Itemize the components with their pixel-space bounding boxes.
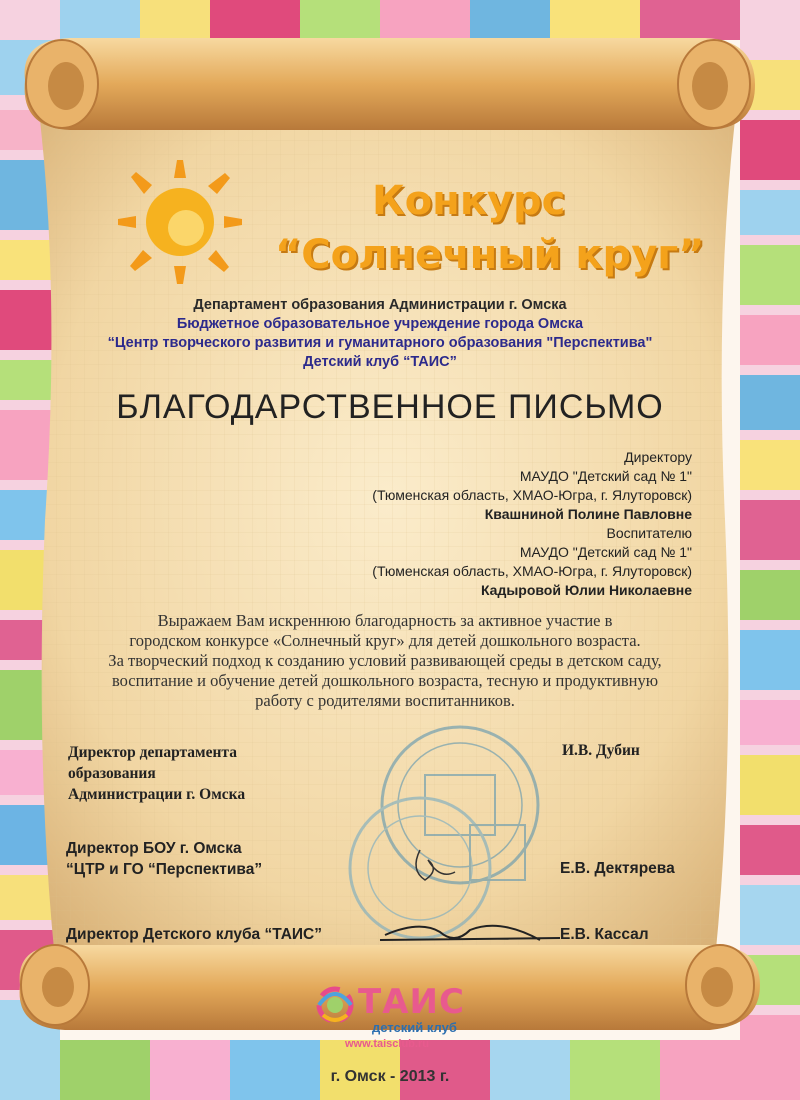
addressee-block-2	[172, 524, 692, 600]
letter-body	[60, 611, 710, 711]
body-line: городском конкурсе «Солнечный круг» для детей дошкольного возраста.	[129, 631, 641, 650]
signatory-3-title: Директор Детского клуба “ТАИС”	[66, 926, 322, 943]
signatory-1-name: И.В. Дубин	[562, 742, 640, 759]
signatory-title-line: “ЦТР и ГО “Перспектива”	[66, 861, 263, 878]
signatory-3-name: Е.В. Кассал	[560, 926, 649, 943]
addressee-region: (Тюменская область, ХМАО-Югра, г. Ялуторовск)	[372, 563, 692, 579]
signatory-title-line: Директор департамента	[68, 744, 237, 761]
header-center: “Центр творческого развития и гуманитарного образования "Перспектива"	[107, 335, 653, 351]
body-line: Выражаем Вам искреннюю благодарность за активное участие в	[157, 611, 613, 630]
signatory-1-title	[68, 742, 245, 805]
footer-city-year: г. Омск - 2013 г.	[330, 1068, 450, 1085]
addressee-block-1	[172, 448, 692, 524]
contest-title-line2: “Солнечный круг”	[275, 232, 705, 278]
addressee-org: МАУДО "Детский сад № 1"	[519, 468, 692, 484]
signatory-2-name: Е.В. Дектярева	[560, 860, 675, 877]
stripe-frame-top	[60, 0, 740, 40]
body-line: За творческий подход к созданию условий развивающей среды в детском саду,	[108, 651, 662, 670]
signatory-2-title	[66, 838, 262, 880]
addressee-role: Директору	[624, 449, 692, 465]
stripe-frame-right	[740, 0, 800, 1100]
signatory-title-line: образования	[68, 765, 156, 782]
header-club: Детский клуб “ТАИС”	[303, 354, 457, 370]
scroll-top-roll	[25, 38, 755, 130]
header-department: Департамент образования Администрации г. Омска	[193, 297, 567, 313]
document-title: БЛАГОДАРСТВЕННОЕ ПИСЬМО	[116, 388, 664, 426]
signatory-title-line: Директор БОУ г. Омска	[66, 840, 242, 857]
addressee-region: (Тюменская область, ХМАО-Югра, г. Ялуторовск)	[372, 487, 692, 503]
tais-logo-name: ТАИС	[358, 982, 465, 1022]
signatory-title-line: Администрации г. Омска	[68, 786, 246, 803]
tais-logo-subtitle: детский клуб	[372, 1020, 457, 1035]
addressee-name: Квашниной Полине Павловне	[484, 506, 692, 522]
body-line: работу с родителями воспитанников.	[255, 691, 515, 710]
addressee-role: Воспитателю	[606, 525, 692, 541]
header-institution: Бюджетное образовательное учреждение города Омска	[176, 316, 584, 332]
tais-logo-url: www.taisclub.ru	[345, 1038, 429, 1050]
body-line: воспитание и обучение детей дошкольного возраста, тесную и продуктивную	[111, 671, 659, 690]
contest-title-line1: Конкурс	[372, 178, 566, 224]
addressee-org: МАУДО "Детский сад № 1"	[519, 544, 692, 560]
addressee-name: Кадыровой Юлии Николаевне	[480, 582, 692, 598]
